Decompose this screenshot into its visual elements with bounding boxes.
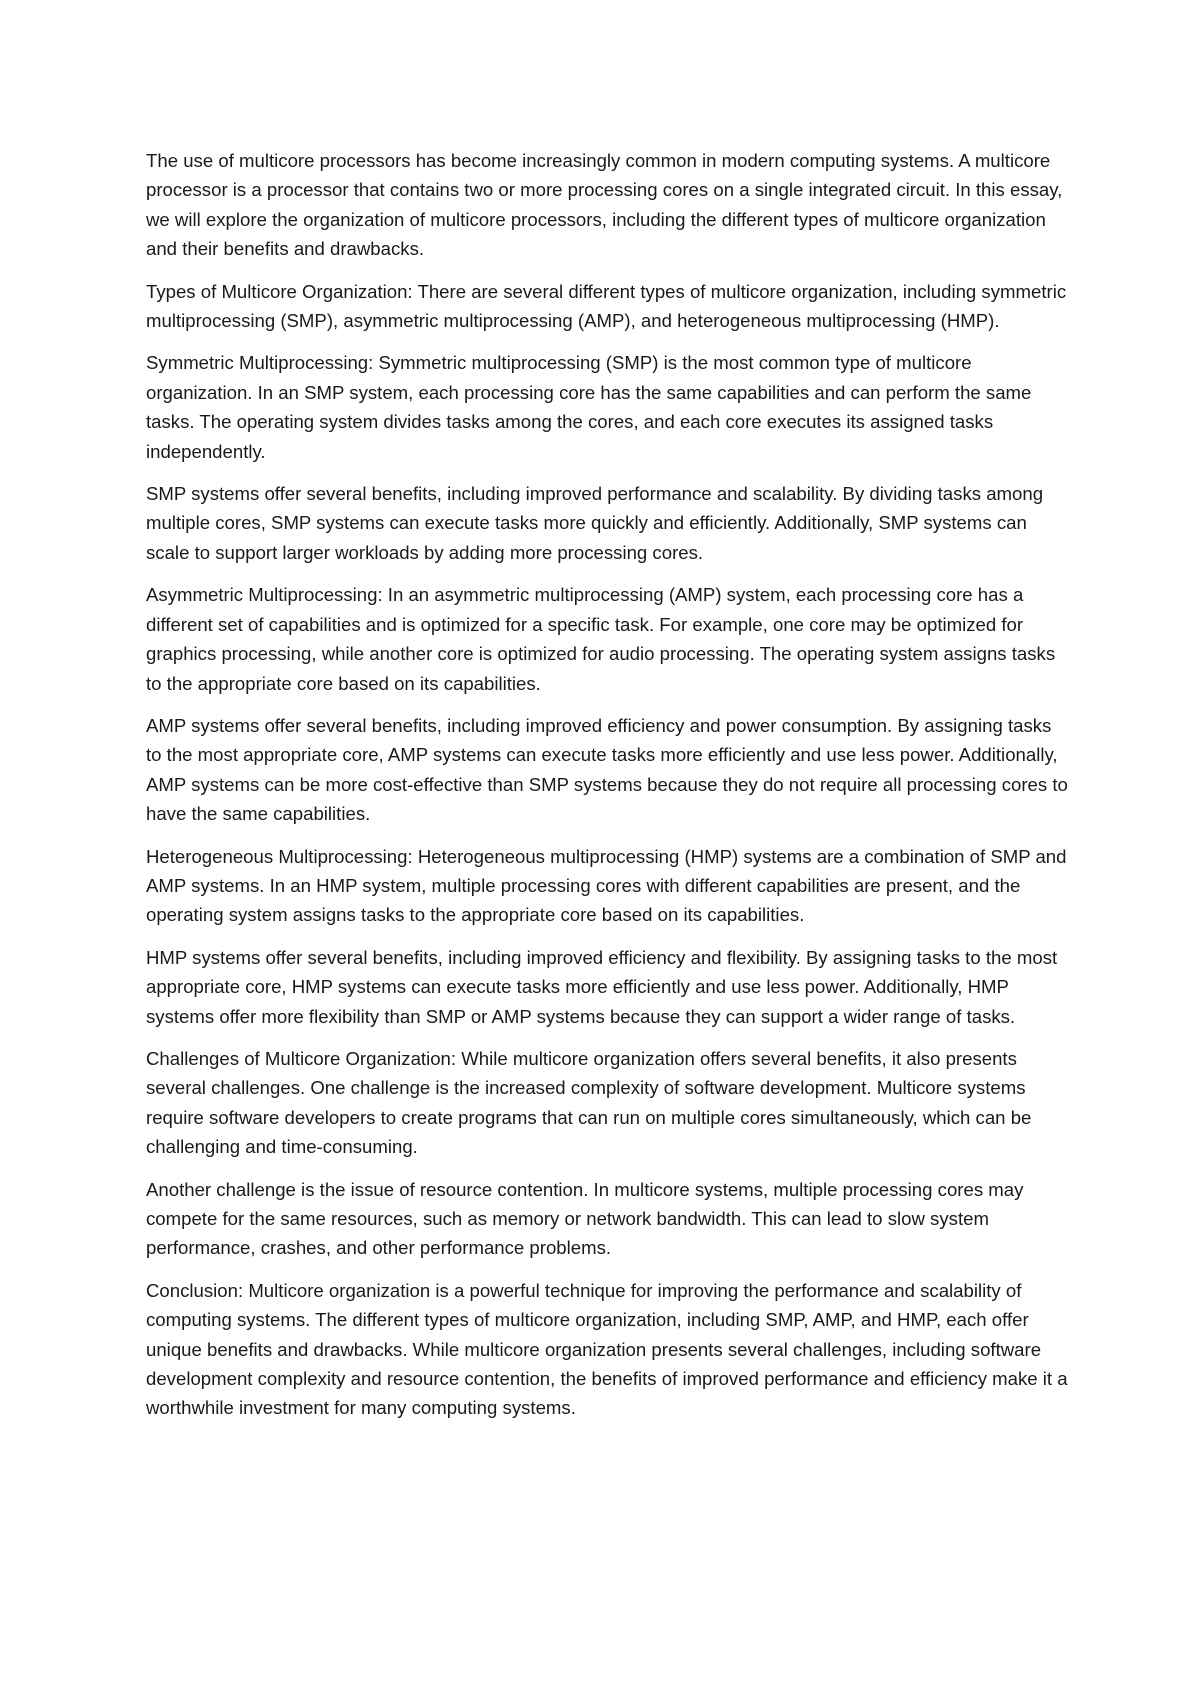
paragraph-symmetric-multiprocessing: Symmetric Multiprocessing: Symmetric multiprocessing (SMP) is the most common type of multicore organization. In an SMP system, each processing core has the same capabilities and can perform the same tasks. The operating system divides tasks among the cores, and each core executes its assigned tasks independently. (146, 352, 1032, 462)
paragraph-amp-benefits: AMP systems offer several benefits, including improved efficiency and power consumption. By assigning tasks to the most appropriate core, AMP systems can execute tasks more efficiently and use less power. Additionally, AMP systems can be more cost-effective than SMP systems because they do not require all processing cores to have the same capabilities. (146, 714, 1068, 825)
paragraph-asymmetric-multiprocessing: Asymmetric Multiprocessing: In an asymmetric multiprocessing (AMP) system, each processing core has a different set of capabilities and is optimized for a specific task. For example, one core may be optimized for graphics processing, while another core is optimized for audio processing. The operating system assigns tasks to the appropriate core based on its capabilities. (146, 584, 1056, 694)
paragraph-smp-benefits: SMP systems offer several benefits, including improved performance and scalability. By dividing tasks among multiple cores, SMP systems can execute tasks more quickly and efficiently. Additionally, SMP systems can scale to support larger workloads by adding more processing cores. (146, 483, 1044, 563)
document-body (146, 146, 1068, 1436)
paragraph-introduction: The use of multicore processors has become increasingly common in modern computing systems. A multicore processor is a processor that contains two or more processing cores on a single integrated circuit. In this essay, we will explore the organization of multicore processors, including the different types of multicore organization and their benefits and drawbacks. (146, 150, 1063, 260)
paragraph-hmp-benefits: HMP systems offer several benefits, including improved efficiency and flexibility. By assigning tasks to the most appropriate core, HMP systems can execute tasks more efficiently and use less power. Additionally, HMP systems offer more flexibility than SMP or AMP systems because they can support a wider range of tasks. (146, 946, 1058, 1027)
paragraph-resource-contention: Another challenge is the issue of resource contention. In multicore systems, multiple processing cores may compete for the same resources, such as memory or network bandwidth. This can lead to slow system performance, crashes, and other performance problems. (146, 1178, 1024, 1259)
paragraph-challenges: Challenges of Multicore Organization: While multicore organization offers several benefits, it also presents several challenges. One challenge is the increased complexity of software development. Multicore systems require software developers to create programs that can run on multiple cores simultaneously, which can be challenging and time-consuming. (146, 1047, 1032, 1158)
paragraph-types-of-multicore-organization: Types of Multicore Organization: There are several different types of multicore organization, including symmetric multiprocessing (SMP), asymmetric multiprocessing (AMP), and heterogeneous multiprocessing (HMP). (146, 280, 1067, 332)
paragraph-heterogeneous-multiprocessing: Heterogeneous Multiprocessing: Heterogeneous multiprocessing (HMP) systems are a combination of SMP and AMP systems. In an HMP system, multiple processing cores with different capabilities are present, and the operating system assigns tasks to the appropriate core based on its capabilities. (146, 845, 1067, 926)
paragraph-conclusion: Conclusion: Multicore organization is a powerful technique for improving the performance and scalability of computing systems. The different types of multicore organization, including SMP, AMP, and HMP, each offer unique benefits and drawbacks. While multicore organization presents several challenges, including software development complexity and resource contention, the benefits of improved performance and efficiency make it a worthwhile investment for many computing systems. (146, 1279, 1068, 1419)
